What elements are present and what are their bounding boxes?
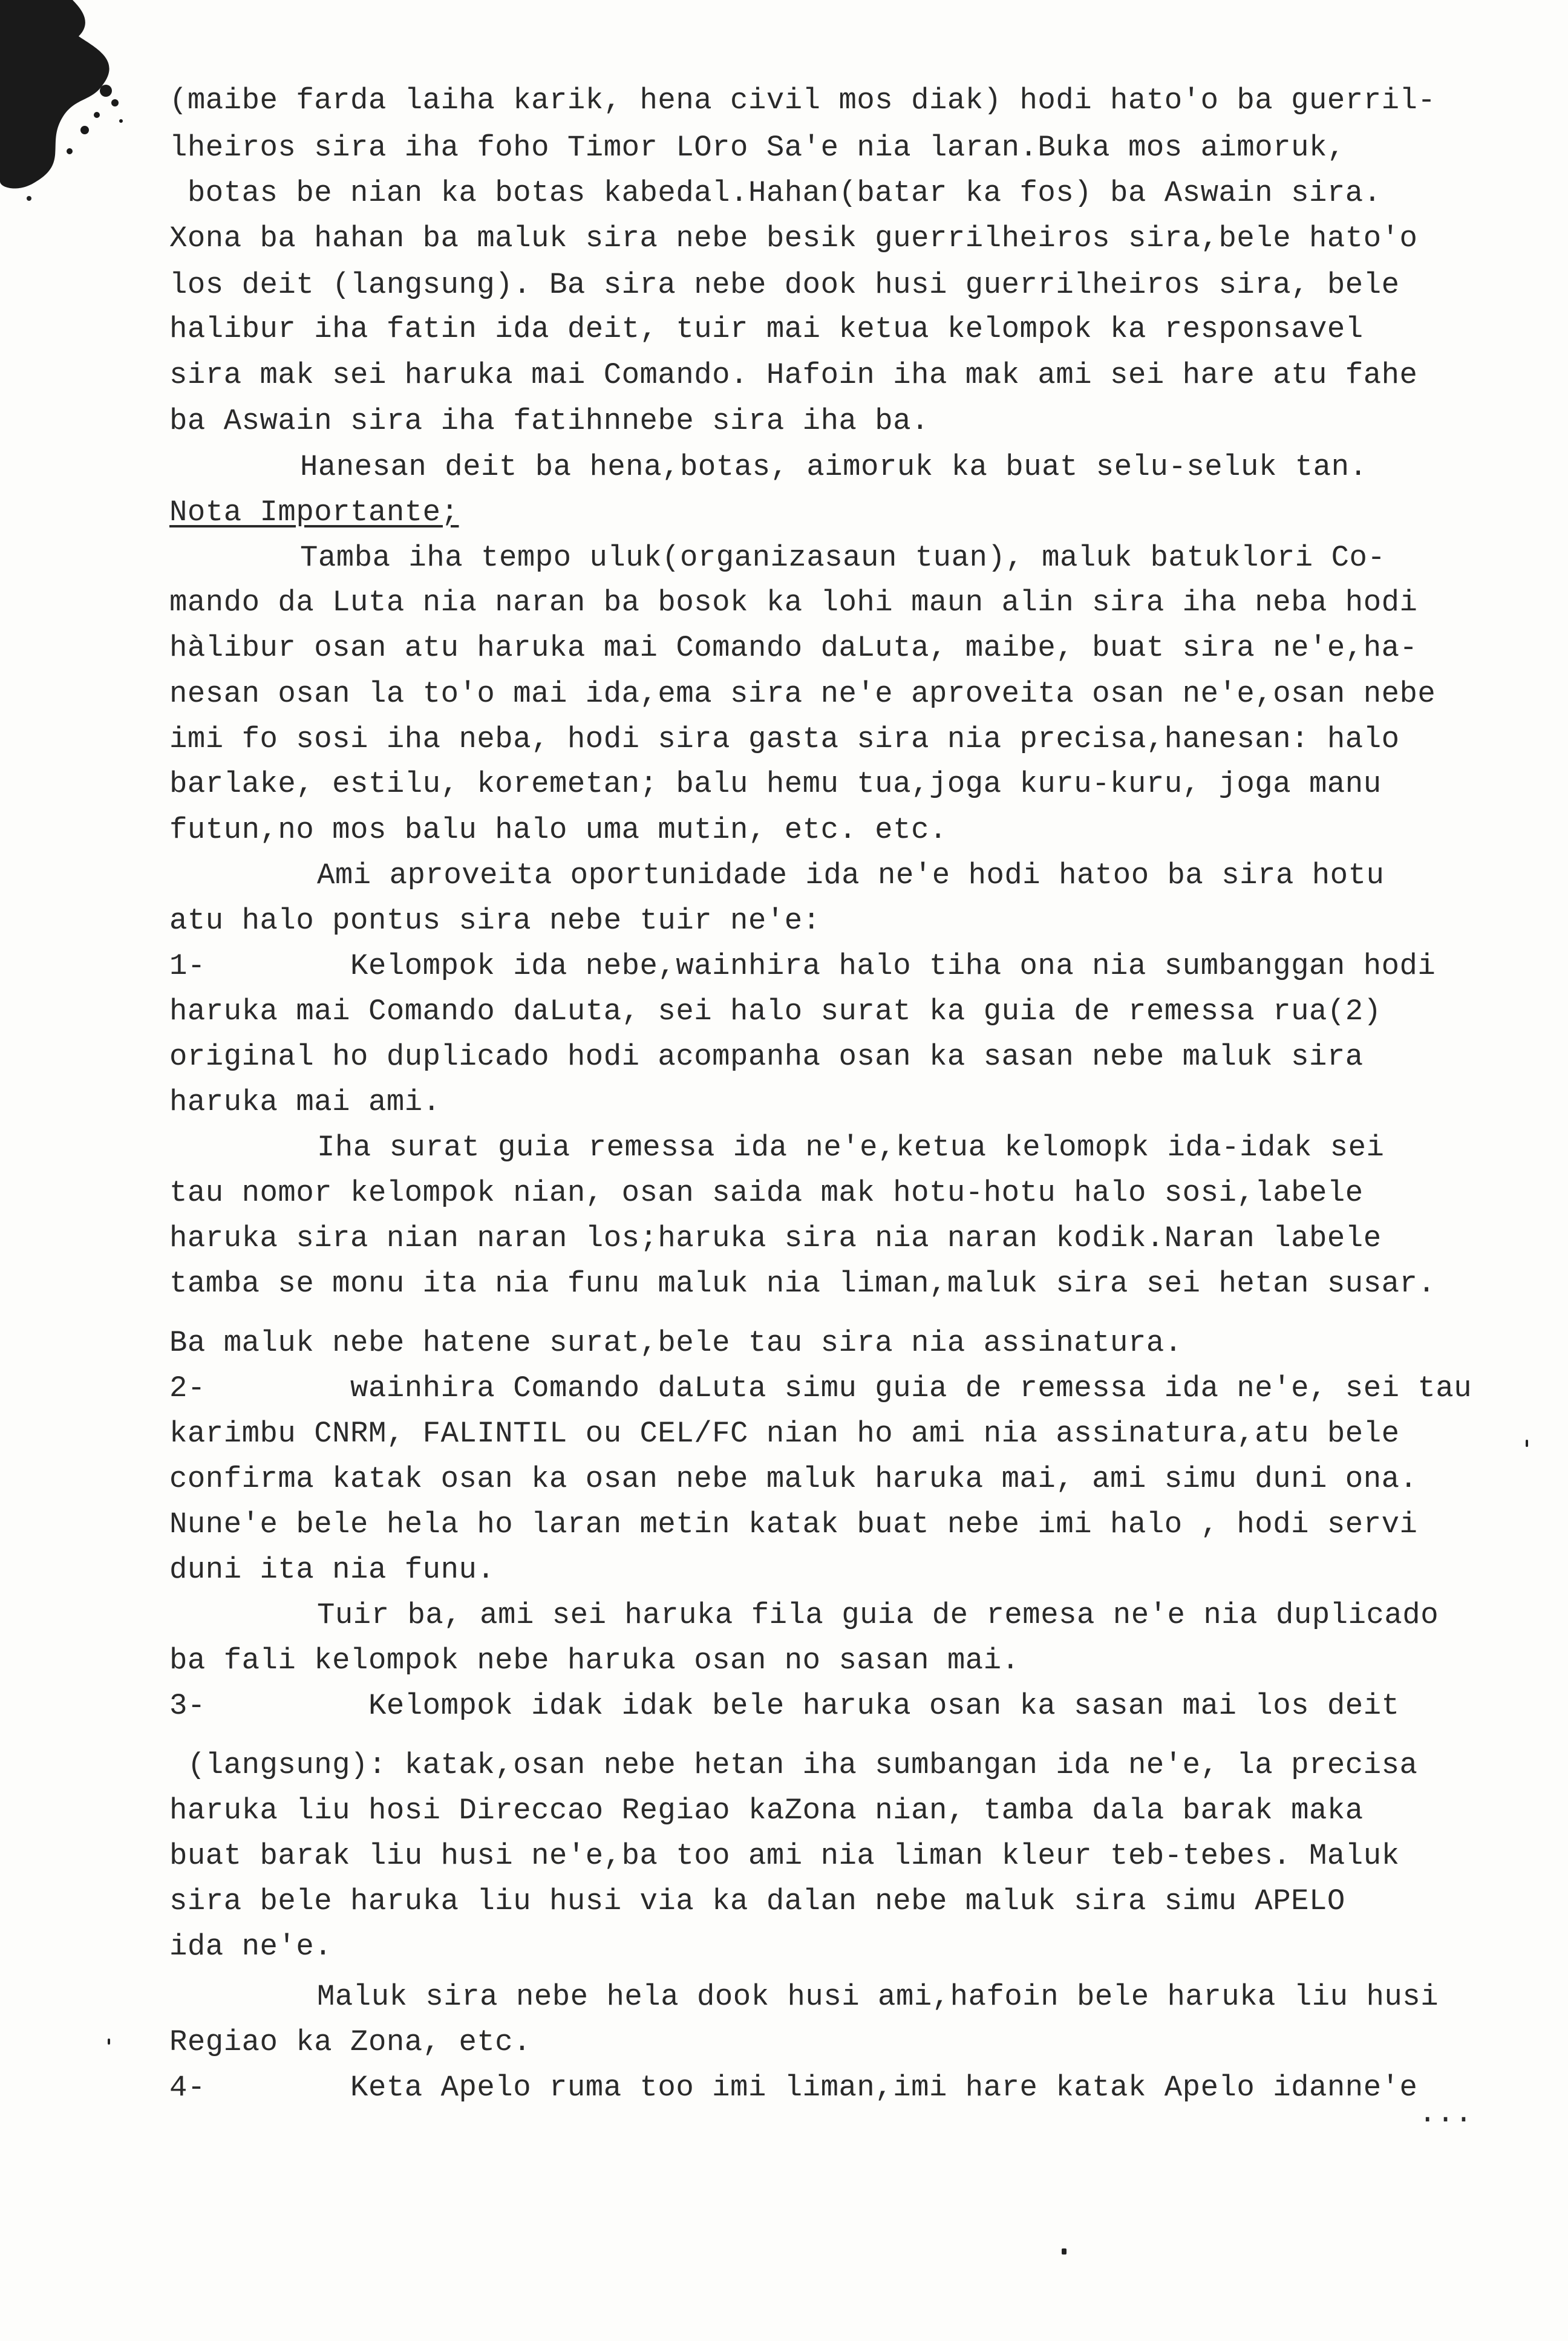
text-line: mando da Luta nia naran ba bosok ka lohi maun alin sira iha neba hodi: [169, 586, 1418, 619]
text-line: barlake, estilu, koremetan; balu hemu tua,joga kuru-kuru, joga manu: [169, 767, 1382, 801]
text-line: botas be nian ka botas kabedal.Hahan(batar ka fos) ba Aswain sira.: [169, 176, 1382, 210]
text-line: Iha surat guia remessa ida ne'e,ketua kelomopk ida-idak sei: [317, 1131, 1385, 1164]
text-line: futun,no mos balu halo uma mutin, etc. etc.: [169, 813, 947, 847]
numbered-item: 4- Keta Apelo ruma too imi liman,imi hare katak Apelo idanne'e: [169, 2071, 1418, 2104]
text-line: imi fo sosi iha neba, hodi sira gasta sira nia precisa,hanesan: halo: [169, 722, 1400, 756]
text-line: Maluk sira nebe hela dook husi ami,hafoin bele haruka liu husi: [317, 1980, 1439, 2014]
numbered-item: 2- wainhira Comando daLuta simu guia de remessa ida ne'e, sei tau: [169, 1371, 1472, 1405]
text-line: los deit (langsung). Ba sira nebe dook husi guerrilheiros sira, bele: [169, 268, 1400, 302]
text-line: buat barak liu husi ne'e,ba too ami nia liman kleur teb-tebes. Maluk: [169, 1839, 1400, 1873]
text-line: (langsung): katak,osan nebe hetan iha sumbangan ida ne'e, la precisa: [169, 1748, 1418, 1782]
text-line: hàlibur osan atu haruka mai Comando daLuta, maibe, buat sira ne'e,ha-: [169, 631, 1418, 665]
text-line: ida ne'e.: [169, 1930, 333, 1964]
text-line: Xona ba hahan ba maluk sira nebe besik guerrilheiros sira,bele hato'o: [169, 221, 1418, 255]
text-line: Nune'e bele hela ho laran metin katak buat nebe imi halo , hodi servi: [169, 1507, 1418, 1541]
continuation-dots: ...: [1419, 2097, 1473, 2130]
text-line: Ami aproveita oportunidade ida ne'e hodi hatoo ba sira hotu: [317, 858, 1385, 892]
text-line: haruka mai Comando daLuta, sei halo surat ka guia de remessa rua(2): [169, 994, 1382, 1028]
text-line: Ba maluk nebe hatene surat,bele tau sira nia assinatura.: [169, 1326, 1183, 1360]
text-line: ba Aswain sira iha fatihnnebe sira iha ba.: [169, 404, 930, 438]
text-line: (maibe farda laiha karik, hena civil mos diak) hodi hato'o ba guerril-: [169, 83, 1436, 117]
text-line: duni ita nia funu.: [169, 1553, 495, 1587]
text-line: sira bele haruka liu husi via ka dalan nebe maluk sira simu APELO: [169, 1884, 1345, 1918]
text-line: tamba se monu ita nia funu maluk nia liman,maluk sira sei hetan susar.: [169, 1267, 1436, 1301]
text-line: karimbu CNRM, FALINTIL ou CEL/FC nian ho ami nia assinatura,atu bele: [169, 1417, 1400, 1451]
text-line: nesan osan la to'o mai ida,ema sira ne'e aproveita osan ne'e,osan nebe: [169, 677, 1436, 711]
text-line: lheiros sira iha foho Timor LOro Sa'e nia laran.Buka mos aimoruk,: [169, 131, 1345, 165]
text-line: tau nomor kelompok nian, osan saida mak hotu-hotu halo sosi,labele: [169, 1176, 1364, 1210]
text-line: atu halo pontus sira nebe tuir ne'e:: [169, 904, 821, 938]
numbered-item: 1- Kelompok ida nebe,wainhira halo tiha ona nia sumbanggan hodi: [169, 949, 1436, 983]
text-line: Regiao ka Zona, etc.: [169, 2025, 532, 2059]
text-line: sira mak sei haruka mai Comando. Hafoin iha mak ami sei hare atu fahe: [169, 358, 1418, 392]
text-line: Hanesan deit ba hena,botas, aimoruk ka buat selu-seluk tan.: [300, 450, 1368, 484]
text-line: haruka sira nian naran los;haruka sira nia naran kodik.Naran labele: [169, 1221, 1382, 1255]
text-line: confirma katak osan ka osan nebe maluk haruka mai, ami simu duni ona.: [169, 1462, 1418, 1496]
text-line: Tuir ba, ami sei haruka fila guia de remesa ne'e nia duplicado: [317, 1598, 1439, 1632]
text-line: ba fali kelompok nebe haruka osan no sasan mai.: [169, 1644, 1020, 1677]
text-line: haruka liu hosi Direccao Regiao kaZona nian, tamba dala barak maka: [169, 1794, 1364, 1827]
text-line: Tamba iha tempo uluk(organizasaun tuan), maluk batuklori Co-: [300, 541, 1386, 575]
section-heading: Nota Importante;: [169, 495, 459, 529]
text-line: halibur iha fatin ida deit, tuir mai ketua kelompok ka responsavel: [169, 312, 1364, 346]
text-line: original ho duplicado hodi acompanha osan ka sasan nebe maluk sira: [169, 1040, 1364, 1074]
text-line: haruka mai ami.: [169, 1085, 441, 1119]
numbered-item: 3- Kelompok idak idak bele haruka osan ka sasan mai los deit: [169, 1689, 1400, 1723]
